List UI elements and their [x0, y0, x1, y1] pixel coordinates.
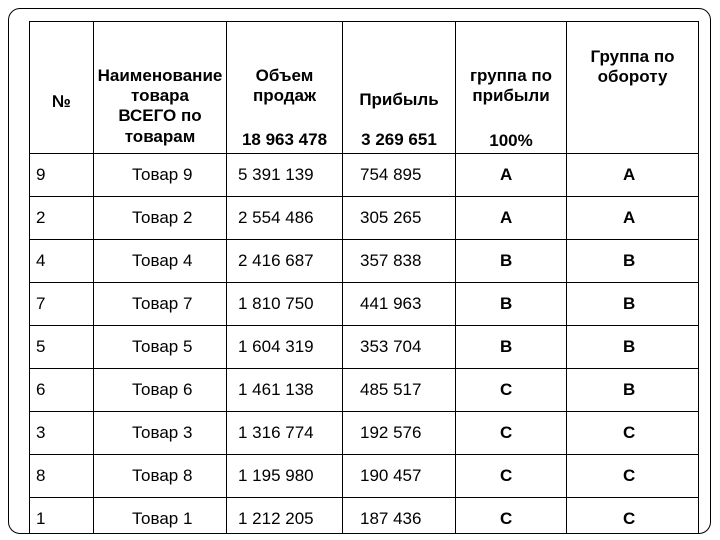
header-name-line-3: ВСЕГО по — [118, 106, 202, 125]
cell-volume: 1 316 774 — [227, 412, 343, 455]
cell-num: 3 — [30, 412, 94, 455]
cell-turnover-group: B — [567, 240, 699, 283]
cell-profit-group: C — [456, 498, 567, 535]
table-row — [30, 369, 699, 412]
header-profit-group-cell — [456, 22, 567, 154]
abc-analysis-table — [29, 21, 699, 534]
table-row — [30, 498, 699, 535]
cell-turnover-group: B — [567, 369, 699, 412]
table-row — [30, 197, 699, 240]
header-profit-total: 3 269 651 — [361, 130, 437, 149]
header-profit-group-total: 100% — [489, 131, 533, 150]
cell-profit-group: C — [456, 369, 567, 412]
header-name-cell — [94, 22, 227, 154]
header-volume-line-1: Объем — [255, 66, 314, 85]
cell-num: 5 — [30, 326, 94, 369]
header-num: № — [52, 92, 71, 111]
cell-num: 6 — [30, 369, 94, 412]
header-row — [30, 22, 699, 154]
cell-name: Товар 5 — [94, 326, 227, 369]
cell-num: 9 — [30, 154, 94, 197]
cell-volume: 1 461 138 — [227, 369, 343, 412]
header-volume-cell — [227, 22, 343, 154]
cell-num: 1 — [30, 498, 94, 535]
cell-profit: 441 963 — [343, 283, 456, 326]
cell-name: Товар 6 — [94, 369, 227, 412]
header-profit-cell — [343, 22, 456, 154]
cell-volume: 2 554 486 — [227, 197, 343, 240]
cell-turnover-group: A — [567, 154, 699, 197]
header-num-cell — [30, 22, 94, 154]
cell-profit: 192 576 — [343, 412, 456, 455]
cell-turnover-group: B — [567, 283, 699, 326]
header-profit-group-line-1: группа по — [469, 66, 553, 85]
cell-turnover-group: C — [567, 455, 699, 498]
cell-name: Товар 2 — [94, 197, 227, 240]
cell-profit: 357 838 — [343, 240, 456, 283]
table-row — [30, 154, 699, 197]
cell-volume: 1 604 319 — [227, 326, 343, 369]
cell-turnover-group: B — [567, 326, 699, 369]
cell-name: Товар 4 — [94, 240, 227, 283]
cell-profit: 305 265 — [343, 197, 456, 240]
cell-name: Товар 3 — [94, 412, 227, 455]
cell-profit-group: B — [456, 283, 567, 326]
header-volume-total: 18 963 478 — [241, 130, 328, 149]
cell-name: Товар 1 — [94, 498, 227, 535]
table-row — [30, 326, 699, 369]
header-name-line-4: товарам — [124, 127, 196, 146]
cell-turnover-group: A — [567, 197, 699, 240]
cell-name: Товар 9 — [94, 154, 227, 197]
cell-num: 4 — [30, 240, 94, 283]
header-name-line-1: Наименование — [97, 66, 223, 85]
cell-profit: 485 517 — [343, 369, 456, 412]
cell-turnover-group: C — [567, 412, 699, 455]
cell-volume: 2 416 687 — [227, 240, 343, 283]
header-turnover-group-line-1: Группа по — [590, 47, 675, 66]
header-name-line-2: товара — [130, 86, 189, 105]
header-turnover-group-line-2: обороту — [597, 67, 668, 86]
cell-profit-group: B — [456, 240, 567, 283]
cell-volume: 1 212 205 — [227, 498, 343, 535]
table-row — [30, 283, 699, 326]
header-volume-line-2: продаж — [252, 86, 317, 105]
cell-volume: 1 810 750 — [227, 283, 343, 326]
table-row — [30, 240, 699, 283]
cell-profit-group: A — [456, 154, 567, 197]
cell-volume: 1 195 980 — [227, 455, 343, 498]
cell-profit: 187 436 — [343, 498, 456, 535]
table-row — [30, 412, 699, 455]
header-turnover-group-cell — [567, 22, 699, 154]
cell-num: 2 — [30, 197, 94, 240]
cell-profit: 754 895 — [343, 154, 456, 197]
table-row — [30, 455, 699, 498]
header-profit: Прибыль — [359, 90, 439, 109]
cell-num: 8 — [30, 455, 94, 498]
slide-frame — [8, 8, 711, 534]
cell-volume: 5 391 139 — [227, 154, 343, 197]
cell-name: Товар 8 — [94, 455, 227, 498]
header-profit-group-line-2: прибыли — [472, 86, 550, 105]
cell-profit-group: C — [456, 455, 567, 498]
cell-profit: 353 704 — [343, 326, 456, 369]
cell-profit: 190 457 — [343, 455, 456, 498]
cell-turnover-group: C — [567, 498, 699, 535]
cell-profit-group: A — [456, 197, 567, 240]
cell-num: 7 — [30, 283, 94, 326]
cell-profit-group: B — [456, 326, 567, 369]
cell-name: Товар 7 — [94, 283, 227, 326]
cell-profit-group: C — [456, 412, 567, 455]
